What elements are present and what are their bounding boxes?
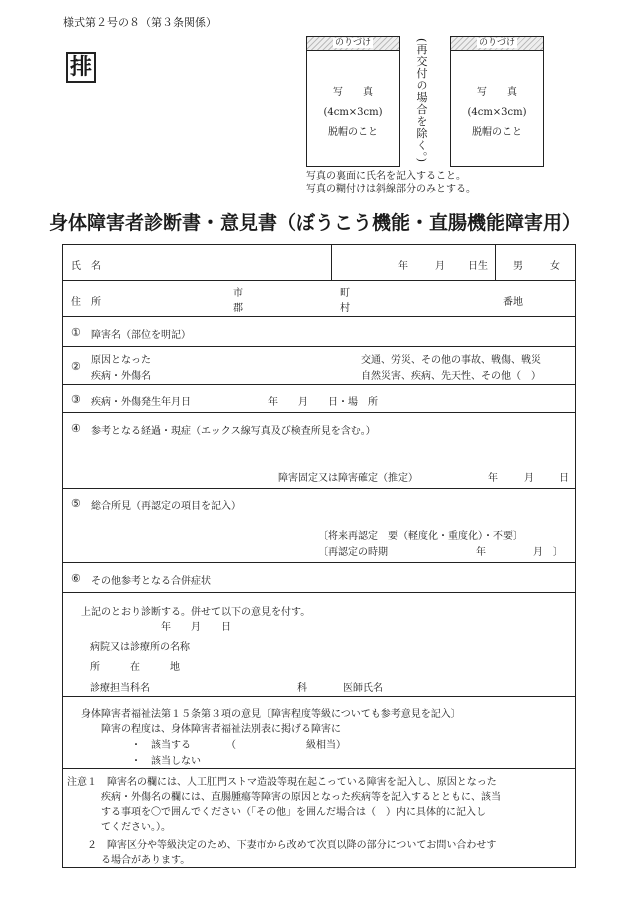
history-label: 参考となる経過・現症（エックス線写真及び検査所見を含む。） — [91, 426, 376, 437]
disability-name-label: 障害名（部位を明記） — [91, 330, 191, 341]
reissue-note: (再交付の場合を除く。) — [415, 38, 428, 164]
birth-day-label: 日生 — [468, 261, 488, 272]
diagnosis-intro: 上記のとおり診断する。併せて以下の意見を付す。 — [81, 607, 311, 618]
fixed-month-label: 月 — [524, 473, 534, 484]
town-label: 町 — [340, 288, 350, 299]
address-row — [63, 281, 575, 317]
photo-note-1: 写真の裏面に氏名を記入すること。 — [306, 171, 466, 182]
department-suffix: 科 — [297, 683, 307, 694]
sex-female[interactable]: 女 — [550, 261, 560, 272]
department-label: 診療担当科名 — [90, 683, 150, 694]
village-label: 村 — [340, 303, 350, 314]
row-number: ③ — [71, 393, 81, 406]
note-line: てください。）。 — [101, 822, 171, 833]
opinion-text: 障害の程度は、身体障害者福祉法別表に掲げる障害に — [101, 724, 341, 735]
diagnosis-date: 年 月 日 — [161, 622, 231, 633]
summary-label: 総合所見（再認定の項目を記入） — [91, 501, 241, 512]
page-title: 身体障害者診断書・意見書（ぼうこう機能・直腸機能障害用） — [48, 212, 581, 234]
cause-options-2[interactable]: 自然災害、疾病、先天性、その他（ ） — [361, 371, 541, 382]
note-line: る場合があります。 — [101, 855, 191, 866]
row-cause — [63, 347, 575, 385]
photo-box-left — [306, 36, 400, 167]
cause-label-1: 原因となった — [91, 355, 151, 366]
row-number: ① — [71, 326, 81, 339]
birth-month-label: 月 — [435, 261, 445, 272]
photo-label: 写 真 — [477, 87, 517, 98]
applicable-option[interactable]: ・ 該当する （ 級相当） — [131, 740, 346, 751]
reexam-required[interactable]: 〔将来再認定 要（軽度化・重度化）・不要〕 — [318, 531, 523, 542]
photo-size: (4cm×3cm) — [323, 107, 383, 118]
onset-date-place: 年 月 日・場 所 — [268, 397, 378, 408]
photo-size: (4cm×3cm) — [467, 107, 527, 118]
city-label: 市 — [233, 288, 243, 299]
row-number: ④ — [71, 422, 81, 435]
form-table — [62, 244, 576, 868]
onset-date-label: 疾病・外傷発生年月日 — [91, 397, 191, 408]
row-number: ⑥ — [71, 572, 81, 585]
note-line: 疾病・外傷名の欄には、直腸腫瘍等障害の原因となった疾病等を記入するとともに、該当 — [101, 792, 501, 803]
birth-year-label: 年 — [398, 261, 408, 272]
photo-box-right — [450, 36, 544, 167]
cause-options-1[interactable]: 交通、労災、その他の事故、戦傷、戦災 — [361, 355, 541, 366]
reexam-timing-label: 〔再認定の時期 — [318, 547, 388, 558]
cause-label-2: 疾病・外傷名 — [91, 371, 151, 382]
gun-label: 郡 — [233, 303, 243, 314]
photo-hat-note: 脱帽のこと — [328, 127, 378, 138]
photo-label: 写 真 — [333, 87, 373, 98]
row-number: ② — [71, 360, 81, 373]
note-line: ２ 障害区分や等級決定のため、下妻市から改めて次頁以降の部分についてお問い合わせす — [87, 840, 497, 851]
note-line: 注意１ 障害名の欄には、人工肛門ストマ造設等現在起こっている障害を記入し、原因となった — [67, 777, 497, 788]
stamp-mark: 排 — [66, 52, 96, 83]
opinion-section — [63, 697, 575, 769]
complications-label: その他参考となる合併症状 — [91, 576, 211, 587]
row-disability-name — [63, 317, 575, 347]
fixed-date-label: 障害固定又は障害確定（推定） — [278, 473, 418, 484]
doctor-name-label: 医師氏名 — [343, 683, 383, 694]
sex-male[interactable]: 男 — [513, 261, 523, 272]
row-onset-date — [63, 385, 575, 413]
paste-area: のりづけ — [307, 37, 399, 51]
note-line: する事項を〇で囲んでください（「その他」を囲んだ場合は（ ）内に具体的に記入し — [101, 807, 486, 818]
address-label: 住 所 — [71, 297, 101, 308]
form-code: 様式第２号の８（第３条関係） — [63, 16, 217, 29]
doctor-section — [63, 593, 575, 697]
banchi-label: 番地 — [503, 297, 523, 308]
fixed-year-label: 年 — [488, 473, 498, 484]
photo-notes — [306, 170, 476, 196]
row-number: ⑤ — [71, 497, 81, 510]
paste-area: のりづけ — [451, 37, 543, 51]
hospital-location-label: 所 在 地 — [90, 662, 180, 673]
not-applicable-option[interactable]: ・ 該当しない — [131, 756, 201, 767]
photo-hat-note: 脱帽のこと — [472, 127, 522, 138]
fixed-day-label: 日 — [559, 473, 569, 484]
row-summary — [63, 489, 575, 563]
name-label: 氏 名 — [71, 261, 101, 272]
row-complications — [63, 563, 575, 593]
reexam-month-label: 月 〕 — [533, 547, 563, 558]
row-history — [63, 413, 575, 489]
name-row — [63, 245, 575, 281]
reexam-year-label: 年 — [476, 547, 486, 558]
photo-note-2: 写真の糊付けは斜線部分のみとする。 — [306, 184, 476, 195]
opinion-heading: 身体障害者福祉法第１５条第３項の意見〔障害程度等級についても参考意見を記入〕 — [81, 709, 461, 720]
hospital-name-label: 病院又は診療所の名称 — [90, 642, 190, 653]
